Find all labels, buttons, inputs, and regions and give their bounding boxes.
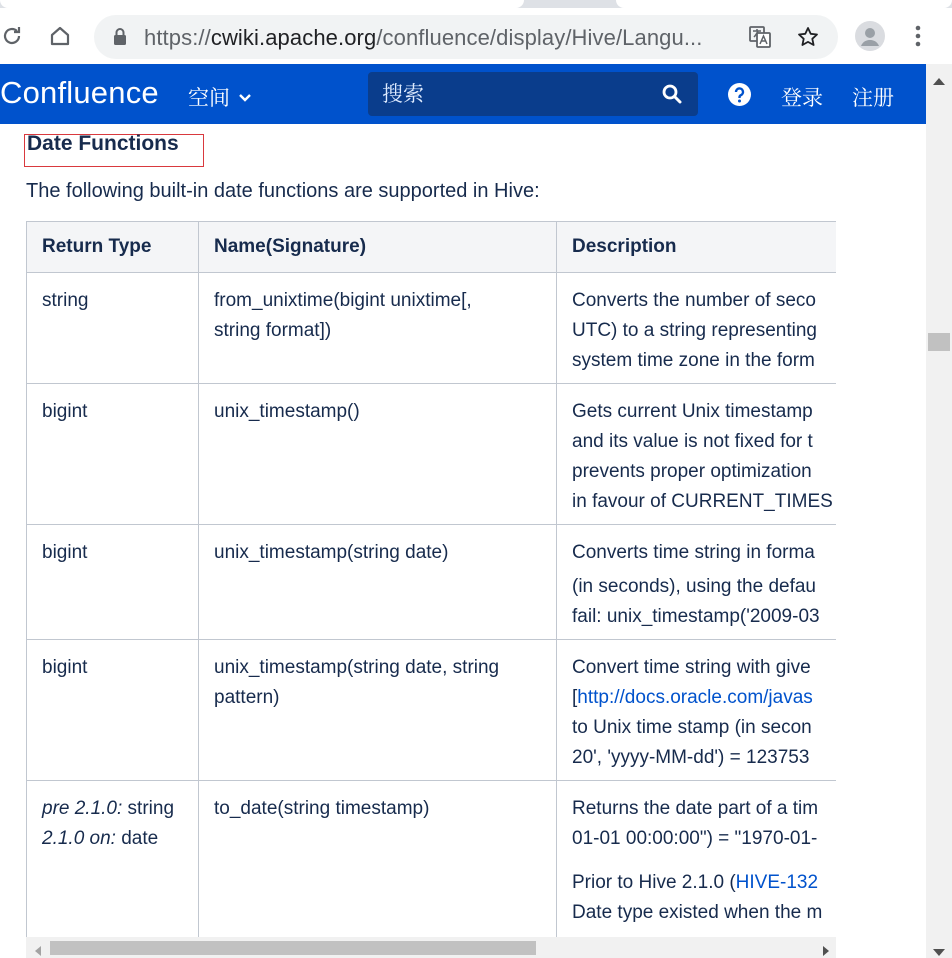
description-cell: [557, 525, 837, 640]
return-type-cell: [27, 781, 199, 938]
description-text: Prior to Hive 2.1.0 (: [572, 872, 736, 893]
description-line: system time zone in the form: [572, 350, 815, 371]
url-host: cwiki.apache.org: [210, 25, 377, 50]
help-icon[interactable]: [728, 83, 751, 106]
description-line: 01-01 00:00:00") = "1970-01-: [572, 828, 818, 849]
scroll-up-arrow-icon[interactable]: [933, 72, 945, 90]
signature-line: unix_timestamp(string date, string: [214, 657, 500, 678]
scroll-down-arrow-icon[interactable]: [933, 944, 945, 958]
scroll-right-arrow-icon[interactable]: [822, 943, 830, 958]
lock-icon[interactable]: [112, 27, 128, 52]
description-line: prevents proper optimization: [572, 461, 812, 482]
signature-line: to_date(string timestamp): [214, 798, 430, 819]
return-type-line: [42, 824, 183, 854]
return-type-line: [42, 794, 183, 824]
signature-cell: [199, 640, 557, 781]
search-icon[interactable]: [662, 84, 682, 109]
signature-cell: [199, 525, 557, 640]
description-line: to Unix time stamp (in secon: [572, 717, 812, 738]
url-path: /confluence/display/Hive/Langu...: [376, 25, 703, 50]
hive-jira-link[interactable]: HIVE-132: [735, 872, 819, 893]
signature-line: pattern): [214, 687, 280, 708]
description-cell: [557, 384, 837, 525]
vertical-scrollbar[interactable]: [926, 64, 952, 958]
scroll-left-arrow-icon[interactable]: [34, 943, 42, 958]
description-line: Returns the date part of a tim: [572, 798, 819, 819]
return-type-cell: bigint: [27, 384, 199, 525]
description-line: (in seconds), using the defau: [572, 576, 816, 597]
confluence-logo[interactable]: Confluence: [0, 75, 159, 110]
return-type-cell: bigint: [27, 525, 199, 640]
description-line: Converts time string in forma: [572, 542, 815, 563]
section-title: Date Functions: [27, 132, 179, 155]
description-line: and its value is not fixed for t: [572, 431, 813, 452]
bookmark-star-icon[interactable]: [796, 25, 820, 54]
url-text[interactable]: [144, 25, 702, 51]
header-name-signature: Name(Signature): [199, 222, 557, 273]
signature-cell: [199, 273, 557, 384]
signature-line: string format]): [214, 320, 332, 341]
table-row: [27, 273, 837, 384]
description-line: Converts the number of seco: [572, 290, 816, 311]
active-tab-edge: [0, 0, 524, 8]
header-description: Description: [557, 222, 837, 273]
description-line: Date type existed when the m: [572, 902, 823, 923]
return-type-cell: string: [27, 273, 199, 384]
description-line: UTC) to a string representing: [572, 320, 817, 341]
description-cell: [557, 273, 837, 384]
horizontal-scroll-thumb[interactable]: [50, 941, 536, 955]
return-type-value: string: [122, 798, 175, 819]
signup-link[interactable]: 注册: [852, 87, 894, 110]
translate-icon[interactable]: [748, 25, 772, 54]
spaces-label: 空间: [188, 87, 230, 110]
signature-cell: [199, 384, 557, 525]
description-line: Convert time string with give: [572, 657, 811, 678]
table-header-row: [27, 222, 837, 273]
date-functions-table: [26, 221, 836, 937]
date-functions-table-container: [26, 221, 836, 937]
signature-line: unix_timestamp(): [214, 401, 360, 422]
table-row: [27, 525, 837, 640]
description-link-line: [572, 868, 836, 898]
home-icon[interactable]: [42, 18, 78, 54]
confluence-header: [0, 64, 926, 124]
inactive-tab-edge: [616, 0, 952, 8]
description-line: fail: unix_timestamp('2009-03: [572, 606, 820, 627]
browser-toolbar: [0, 0, 952, 64]
description-line: 20', 'yyyy-MM-dd') = 123753: [572, 747, 810, 768]
return-type-cell: bigint: [27, 640, 199, 781]
menu-kebab-icon[interactable]: [900, 18, 936, 54]
search-input[interactable]: [368, 72, 648, 116]
reload-icon[interactable]: [0, 18, 30, 54]
page-content: [0, 124, 926, 958]
table-row: [27, 640, 837, 781]
description-link-line: [572, 683, 836, 713]
link-bracket: [: [572, 687, 578, 708]
table-row: [27, 384, 837, 525]
version-label: 2.1.0 on:: [42, 828, 116, 849]
signature-cell: [199, 781, 557, 938]
chevron-down-icon: [238, 93, 252, 103]
login-link[interactable]: 登录: [781, 87, 823, 110]
version-label: pre 2.1.0:: [42, 798, 123, 819]
table-row: [27, 781, 837, 938]
return-type-value: date: [115, 828, 159, 849]
oracle-docs-link[interactable]: http://docs.oracle.com/javas: [577, 687, 813, 708]
description-cell: [557, 781, 837, 938]
header-return-type: Return Type: [27, 222, 199, 273]
url-scheme: https://: [144, 25, 211, 50]
horizontal-scrollbar[interactable]: [26, 937, 836, 958]
vertical-scroll-thumb[interactable]: [928, 333, 950, 351]
description-cell: [557, 640, 837, 781]
description-line: in favour of CURRENT_TIMES: [572, 491, 833, 512]
tab-strip: [0, 0, 952, 8]
spaces-menu[interactable]: [188, 82, 252, 112]
signature-line: unix_timestamp(string date): [214, 542, 449, 563]
signature-line: from_unixtime(bigint unixtime[,: [214, 290, 472, 311]
address-bar[interactable]: [94, 15, 838, 59]
search-box[interactable]: [368, 72, 698, 116]
intro-text: The following built-in date functions are supported in Hive:: [26, 180, 540, 202]
profile-avatar-icon[interactable]: [852, 18, 888, 54]
description-line: Gets current Unix timestamp: [572, 401, 813, 422]
